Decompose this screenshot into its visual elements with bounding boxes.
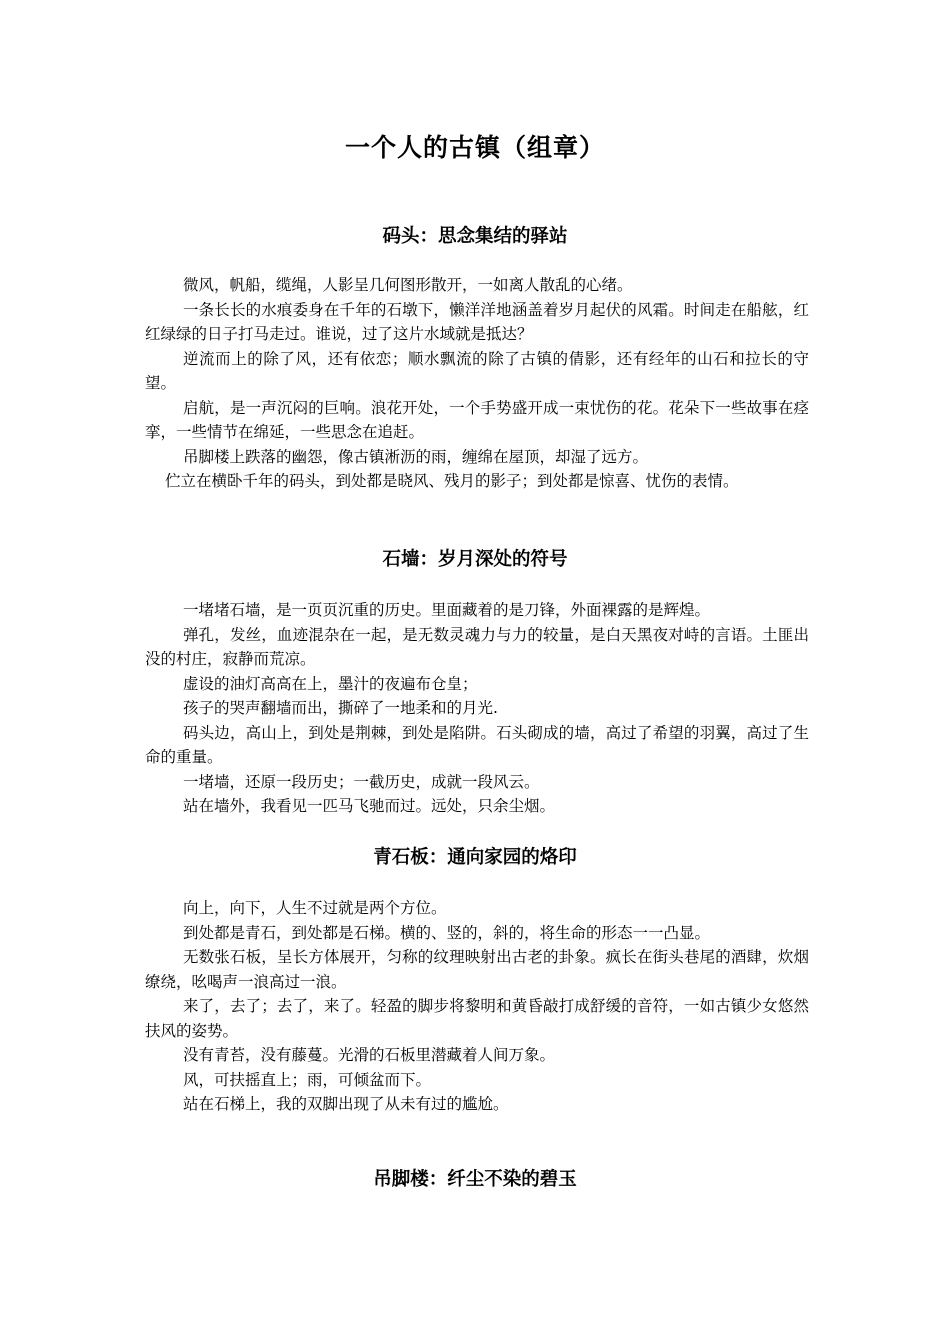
paragraph: 站在墙外，我看见一匹马飞驰而过。远处，只余尘烟。 (183, 797, 556, 815)
paragraph: 风，可扶摇直上；雨，可倾盆而下。 (183, 1070, 432, 1089)
paragraph: 弹孔，发丝，血迹混杂在一起，是无数灵魂力与力的较量，是白天黑夜对峙的言语。土匪出没的村庄，寂静而荒凉。 (145, 625, 809, 668)
paragraph: 站在石梯上，我的双脚出现了从未有过的尴尬。 (183, 1095, 509, 1113)
section-heading-stone-wall: 石墙：岁月深处的符号 (382, 549, 568, 570)
paragraph: 启航，是一声沉闷的巨响。浪花开处，一个手势盛开成一束忧伤的花。花朵下一些故事在痉挛，一些情节在绵延，一些思念在追赶。 (145, 398, 809, 441)
paragraph: 无数张石板，呈长方体展开，匀称的纹理映射出古老的卦象。疯长在街头巷尾的酒肆，炊烟缭绕，吆喝声一浪高过一浪。 (145, 948, 809, 991)
paragraph: 向上，向下，人生不过就是两个方位。 (183, 899, 447, 917)
paragraph: 虚设的油灯高高在上，墨汁的夜遍布仓皇； (183, 674, 478, 693)
paragraph: 没有青苔，没有藤蔓。光滑的石板里潜藏着人间万象。 (183, 1046, 556, 1064)
paragraph: 到处都是青石，到处都是石梯。横的、竖的，斜的，将生命的形态一一凸显。 (183, 923, 711, 942)
paragraph: 来了，去了；去了，来了。轻盈的脚步将黎明和黄昏敲打成舒缓的音符，一如古镇少女悠然扶风的姿势。 (145, 997, 809, 1040)
section-heading-bluestone: 青石板：通向家园的烙印 (373, 847, 577, 868)
paragraph: 一堵堵石墙，是一页页沉重的历史。里面藏着的是刀锋，外面裸露的是辉煌。 (183, 601, 711, 619)
paragraph: 伫立在横卧千年的码头，到处都是晓风、残月的影子；到处都是惊喜、忧伤的表情。 (165, 472, 739, 490)
paragraph: 一堵墙，还原一段历史；一截历史，成就一段风云。 (183, 772, 540, 791)
section-heading-wharf: 码头：思念集结的驿站 (382, 226, 568, 247)
paragraph: 孩子的哭声翻墙而出，撕碎了一地柔和的月光. (183, 699, 498, 717)
section-body-bluestone (145, 896, 809, 1117)
paragraph: 码头边，高山上，到处是荆棘，到处是陷阱。石头砌成的墙，高过了希望的羽翼，高过了生命的重量。 (145, 723, 809, 766)
paragraph: 一条长长的水痕委身在千年的石墩下，懒洋洋地涵盖着岁月起伏的风霜。时间走在船舷，红红绿绿的日子打马走过。谁说，过了这片水域就是抵达？ (145, 300, 809, 343)
paragraph: 微风，帆船，缆绳，人影呈几何图形散开，一如离人散乱的心绪。 (183, 276, 633, 294)
paragraph: 逆流而上的除了风，还有依恋；顺水飘流的除了古镇的倩影，还有经年的山石和拉长的守望。 (145, 349, 809, 392)
document-title: 一个人的古镇（组章） (344, 133, 605, 162)
section-body-wharf (145, 273, 809, 494)
section-body-stone-wall (145, 598, 809, 819)
section-heading-stilt-house: 吊脚楼：纤尘不染的碧玉 (373, 1169, 577, 1190)
paragraph: 吊脚楼上跌落的幽怨，像古镇淅沥的雨，缠绵在屋顶，却湿了远方。 (183, 447, 649, 466)
